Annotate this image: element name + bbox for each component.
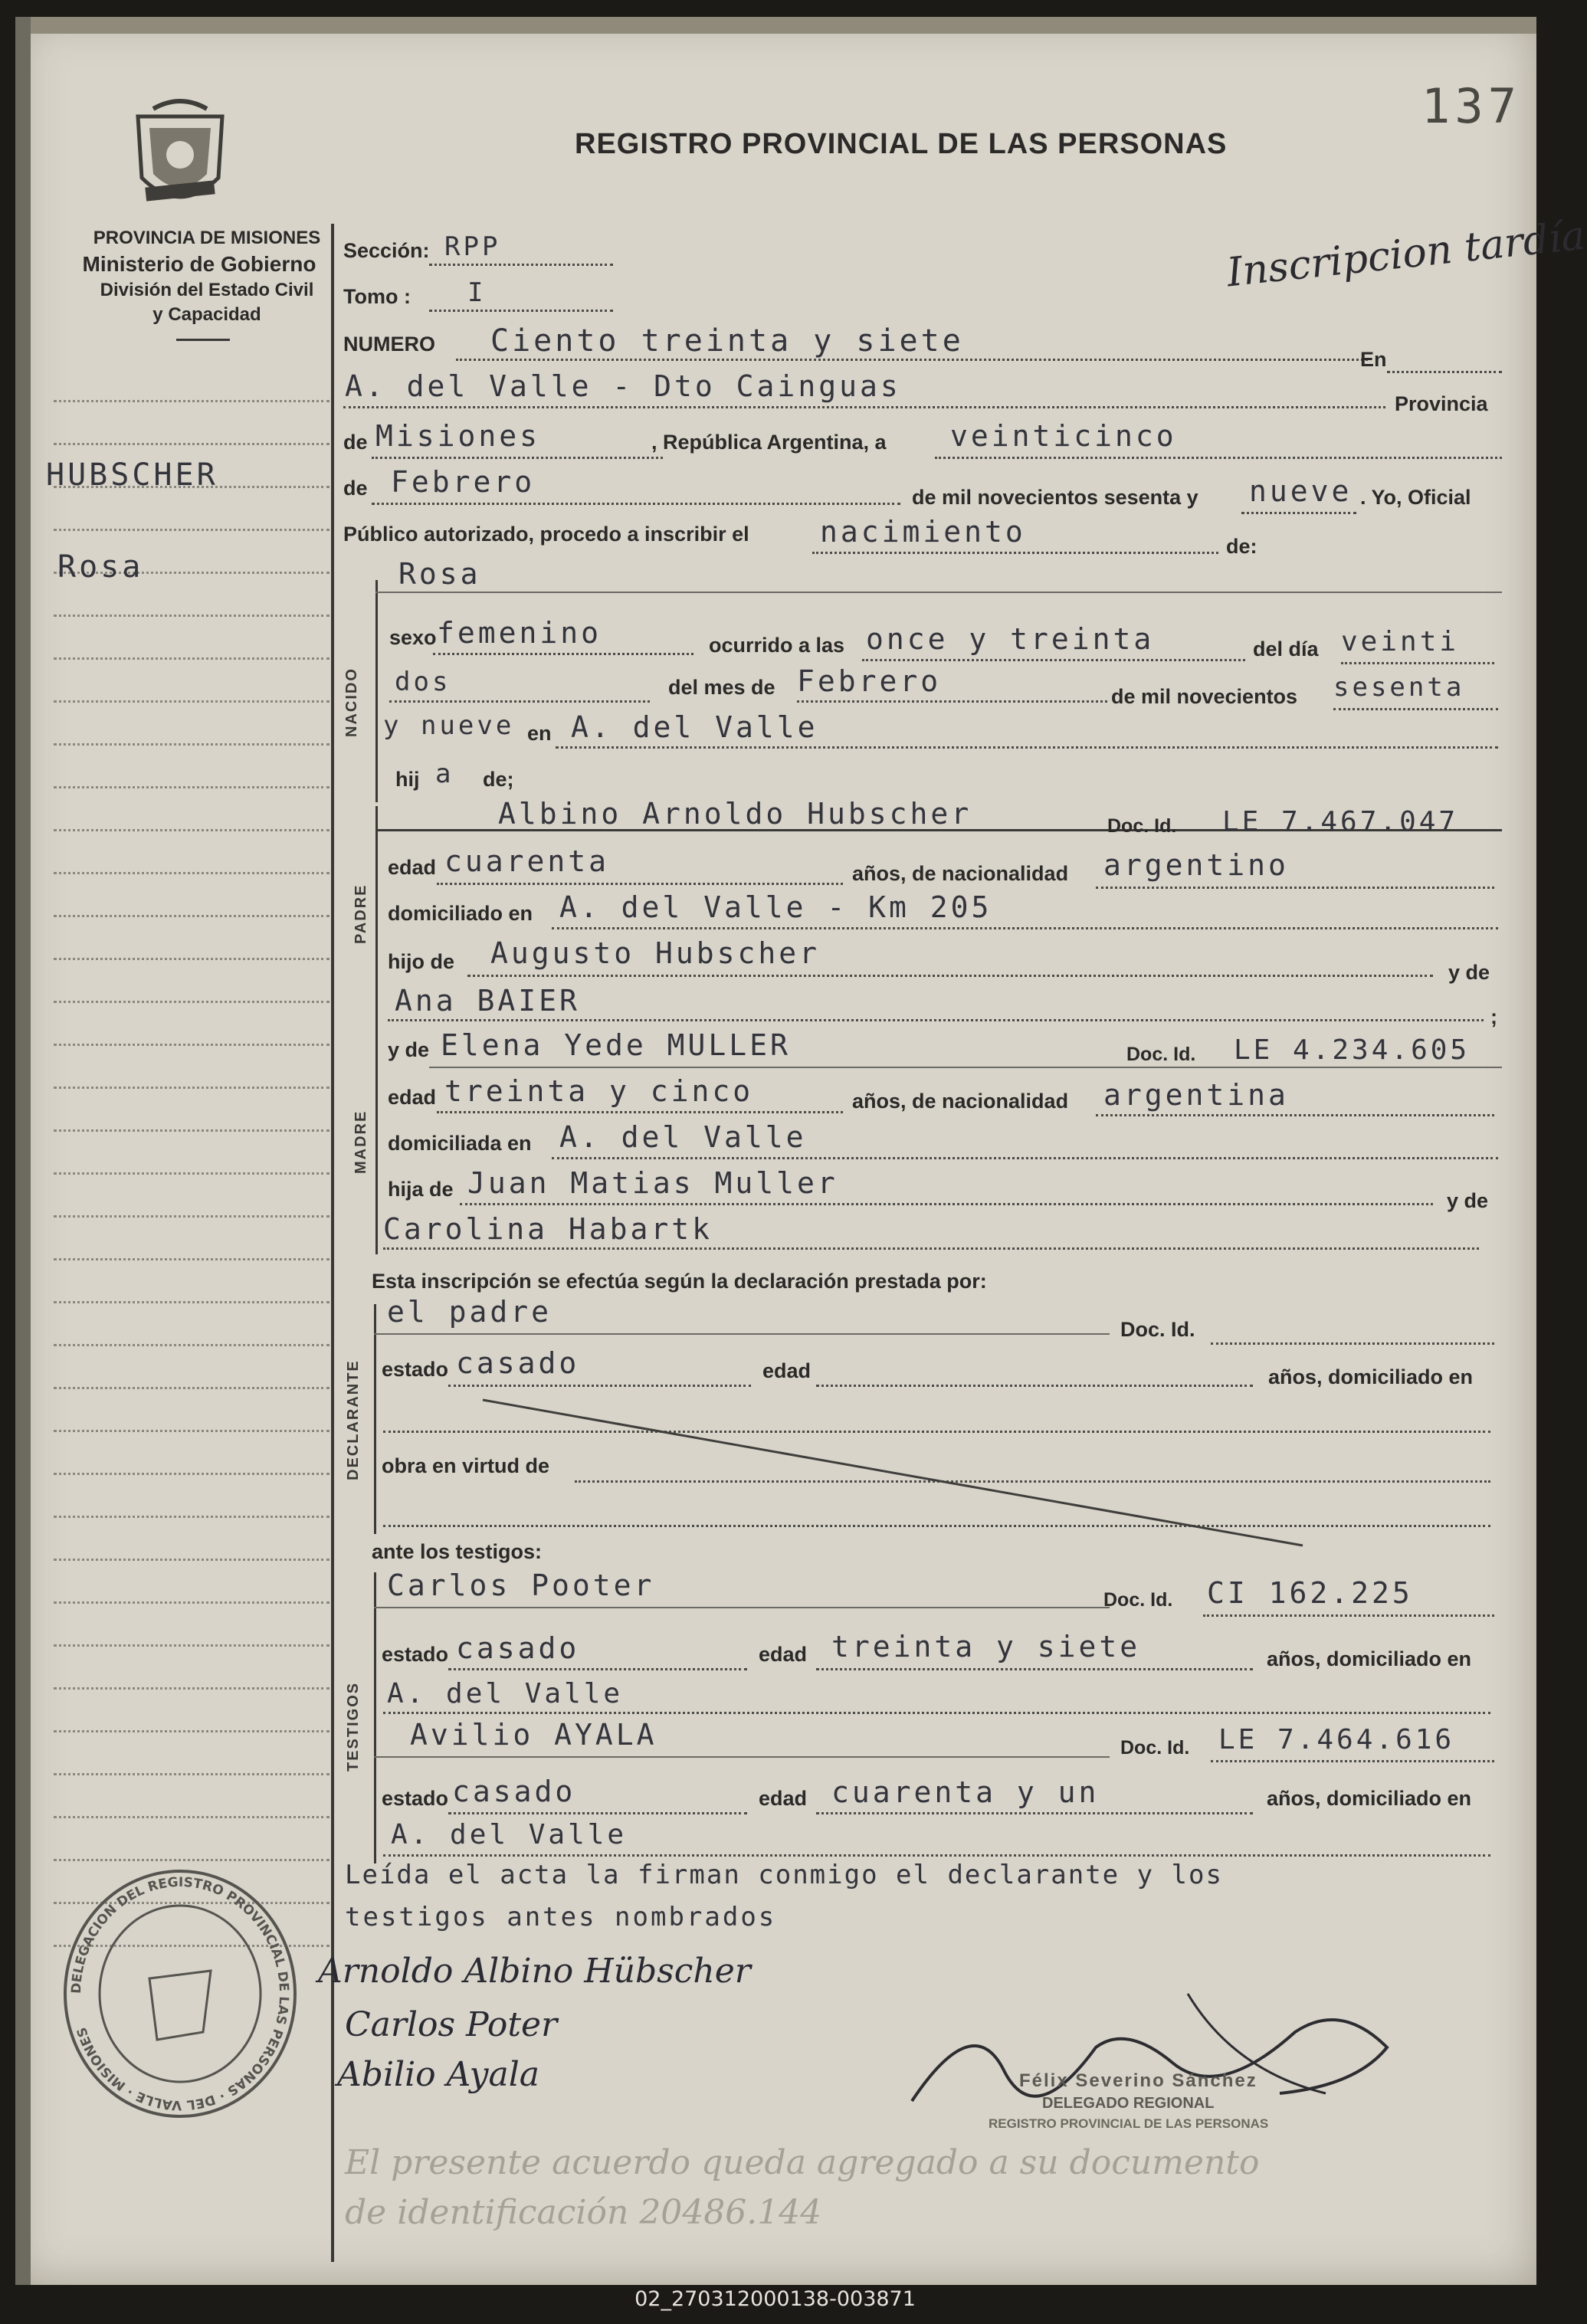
- footnote-line-1: El presente acuerdo queda agregado a su documento: [345, 2143, 1260, 2182]
- provincia-label: Provincia: [1395, 392, 1488, 415]
- book-binding: [15, 17, 31, 2285]
- madre-edad-label: edad: [388, 1086, 437, 1109]
- padre-nac-line: [1096, 887, 1494, 889]
- testigo2-dom-value: A. del Valle: [391, 1819, 628, 1850]
- dia-line: [1341, 662, 1494, 664]
- madre-father-value: Juan Matias Muller: [467, 1166, 838, 1200]
- margin-line: [54, 1430, 330, 1432]
- declarante-edad-label: edad: [762, 1359, 812, 1382]
- month-line: [372, 503, 900, 505]
- official-org: REGISTRO PROVINCIAL DE LAS PERSONAS: [989, 2116, 1269, 2131]
- margin-line: [54, 443, 330, 445]
- day-value-2: dos: [395, 667, 451, 697]
- declarante-bracket: [374, 1304, 376, 1534]
- madre-edad-value: treinta y cinco: [444, 1074, 754, 1108]
- madre-bracket: [375, 1032, 378, 1254]
- margin-line: [54, 1859, 330, 1861]
- margin-line: [54, 529, 330, 531]
- nacido-name: Rosa: [398, 557, 481, 591]
- seccion-line: [429, 264, 613, 266]
- seccion-value: RPP: [444, 231, 501, 262]
- testigo2-edad-value: cuarenta y un: [831, 1775, 1100, 1809]
- year-label: de mil novecientos sesenta y: [912, 486, 1198, 509]
- hij-label: hij: [395, 768, 420, 791]
- margin-line: [54, 1516, 330, 1518]
- testigos-side-label: TESTIGOS: [345, 1681, 362, 1772]
- mes-value: Febrero: [797, 664, 942, 698]
- month-value: Febrero: [391, 465, 536, 499]
- sexo-label: sexo: [389, 626, 437, 649]
- cancel-stroke: [475, 1392, 1318, 1561]
- nacido-place-line: [556, 746, 1498, 749]
- testigo2-dom-line: [383, 1854, 1490, 1857]
- margin-line: [54, 1687, 330, 1690]
- padre-doc-value: LE 7.467.047: [1222, 806, 1459, 837]
- day-line: [935, 457, 1502, 459]
- mes-label: del mes de: [668, 676, 775, 699]
- declarante-label: DECLARANTE: [345, 1359, 362, 1480]
- padre-edad-line: [437, 883, 843, 885]
- padre-edad-value: cuarenta: [444, 844, 610, 878]
- testigos-label: ante los testigos:: [372, 1540, 543, 1563]
- testigo2-doc-value: LE 7.464.616: [1218, 1724, 1455, 1755]
- testigo2-doc-label: Doc. Id.: [1120, 1737, 1190, 1759]
- declarante-name: el padre: [387, 1295, 552, 1329]
- madre-nac-value: argentina: [1103, 1078, 1289, 1112]
- declarante-estado-value: casado: [456, 1346, 580, 1380]
- padre-yde-label: y de: [1448, 961, 1490, 984]
- margin-line: [54, 743, 330, 746]
- margin-line: [54, 1730, 330, 1732]
- day-value-1: veinti: [1341, 626, 1460, 657]
- padre-semicolon: ;: [1490, 1005, 1497, 1028]
- de-label: de: [343, 431, 368, 454]
- madre-label: MADRE: [352, 1110, 369, 1174]
- madre-mother-value: Carolina Habartk: [383, 1212, 713, 1246]
- margin-line: [54, 1773, 330, 1775]
- official-name: Félix Severino Sánchez: [1019, 2070, 1257, 2091]
- declarante-dom-label: años, domiciliado en: [1268, 1365, 1474, 1388]
- numero-label: NUMERO: [343, 333, 435, 356]
- padre-nac-value: argentino: [1103, 848, 1289, 882]
- madre-nac-line: [1096, 1114, 1494, 1116]
- footnote-line-2: de identificación 20486.144: [345, 2193, 822, 2232]
- margin-line: [54, 1172, 330, 1175]
- book-top-edge: [15, 17, 1536, 34]
- declarante-doc-line: [1211, 1342, 1494, 1345]
- padre-father-value: Augusto Hubscher: [490, 936, 821, 970]
- image-caption: 02_270312000138-003871: [634, 2287, 916, 2311]
- act-line: [812, 552, 1218, 554]
- hij-value: a: [435, 759, 454, 789]
- sexo-line: [433, 653, 693, 655]
- margin-line: [54, 1601, 330, 1604]
- place-value: A. del Valle - Dto Cainguas: [345, 369, 901, 403]
- declarante-edad-line: [816, 1385, 1253, 1387]
- margin-line: [54, 615, 330, 617]
- declarante-name-line: [374, 1333, 1110, 1335]
- publico-label: Público autorizado, procedo a inscribir el: [343, 523, 749, 546]
- margin-line: [54, 1087, 330, 1089]
- margin-line: [54, 1559, 330, 1561]
- testigo1-estado-label: estado: [382, 1643, 449, 1666]
- declarante-estado-line: [448, 1385, 751, 1387]
- testigos-bracket: [374, 1572, 376, 1863]
- nacido-bracket: [375, 580, 378, 802]
- mil-label: de mil novecientos: [1111, 685, 1298, 708]
- testigo1-estado-line: [448, 1668, 747, 1670]
- stamp-annotation: Inscripcion tardía: [1225, 212, 1587, 297]
- padre-name: Albino Arnoldo Hubscher: [498, 797, 972, 831]
- testigo2-name: Avilio AYALA: [410, 1718, 657, 1752]
- republica-label: , República Argentina, a: [651, 431, 887, 454]
- en-label: En: [1360, 348, 1387, 371]
- margin-line: [54, 1001, 330, 1003]
- madre-dom-label: domiciliada en: [388, 1132, 532, 1155]
- padre-father-line: [467, 975, 1433, 977]
- padre-dom-label: domiciliado en: [388, 902, 533, 925]
- act-value: nacimiento: [820, 515, 1026, 549]
- svg-text:DELEGACION DEL REGISTRO PROVIN: [69, 1875, 291, 2113]
- de2-label: de: [343, 477, 368, 500]
- testigo2-estado-label: estado: [382, 1787, 449, 1810]
- margin-line: [54, 1387, 330, 1389]
- padre-doc-label: Doc. Id.: [1107, 815, 1177, 837]
- testigo1-doc-line: [1203, 1614, 1494, 1617]
- closing-line-2: testigos antes nombrados: [345, 1902, 777, 1932]
- declaracion-label: Esta inscripción se efectúa según la declaración prestada por:: [372, 1270, 987, 1293]
- closing-line-1: Leída el acta la firman conmigo el declarante y los: [345, 1860, 1223, 1890]
- oficial-label: . Yo, Oficial: [1360, 486, 1471, 509]
- declarante-obra-label: obra en virtud de: [382, 1454, 550, 1477]
- testigo1-estado-value: casado: [456, 1631, 580, 1665]
- sexo-value: femenino: [437, 616, 602, 650]
- year-value-2: y nueve: [383, 710, 515, 741]
- margin-line: [54, 1215, 330, 1218]
- margin-line: [54, 400, 330, 402]
- testigo1-dom-line: [383, 1712, 1490, 1714]
- margin-given-name: Rosa: [57, 549, 144, 585]
- padre-dom-value: A. del Valle - Km 205: [559, 890, 992, 924]
- testigo2-edad-label: edad: [759, 1787, 808, 1810]
- margin-line: [54, 1044, 330, 1046]
- madre-hija-label: hija de: [388, 1178, 454, 1201]
- tomo-value: I: [467, 277, 487, 308]
- day-value: veinticinco: [950, 419, 1177, 453]
- testigo1-edad-value: treinta y siete: [831, 1630, 1141, 1664]
- padre-dom-line: [552, 927, 1498, 929]
- hour-value: once y treinta: [866, 622, 1155, 656]
- testigo1-name: Carlos Pooter: [387, 1568, 655, 1602]
- padre-edad-label: edad: [388, 856, 437, 879]
- margin-line: [54, 1644, 330, 1647]
- mes-line: [797, 700, 1107, 703]
- page-number: 137: [1421, 78, 1521, 134]
- madre-name-line: [429, 1067, 1502, 1068]
- signature-witness-1: Carlos Poter: [345, 2005, 558, 2044]
- official-title: DELEGADO REGIONAL: [1042, 2095, 1215, 2112]
- signature-witness-2: Abilio Ayala: [337, 2055, 540, 2094]
- seccion-label: Sección:: [343, 239, 430, 262]
- testigo1-dom-label: años, domiciliado en: [1267, 1647, 1472, 1670]
- madre-dom-value: A. del Valle: [559, 1120, 807, 1154]
- testigo2-estado-value: casado: [452, 1775, 576, 1808]
- division-label: División del Estado Civil: [100, 280, 314, 300]
- madre-doc-value: LE 4.234.605: [1234, 1034, 1471, 1066]
- testigo2-dom-label: años, domiciliado en: [1267, 1787, 1472, 1810]
- madre-nac-label: años, de nacionalidad: [852, 1090, 1069, 1113]
- madre-yde-label: y de: [388, 1038, 430, 1061]
- madre-edad-line: [437, 1111, 843, 1113]
- madre-name: Elena Yede MULLER: [441, 1028, 791, 1062]
- en-place-label: en: [527, 722, 552, 745]
- testigo2-edad-line: [816, 1812, 1253, 1814]
- margin-line: [54, 1129, 330, 1132]
- padre-bracket: [375, 806, 378, 1036]
- document-page: [15, 17, 1587, 2285]
- numero-line: [456, 359, 1368, 361]
- day2-line: [389, 700, 650, 703]
- province-line: [372, 457, 663, 459]
- year1-line: [1333, 708, 1498, 710]
- testigo1-name-line: [374, 1607, 1110, 1608]
- testigo1-dom-value: A. del Valle: [387, 1678, 624, 1709]
- nacido-name-line: [375, 592, 1502, 593]
- margin-line: [54, 1473, 330, 1475]
- margin-line: [54, 657, 330, 660]
- year-line: [1241, 512, 1356, 514]
- declarante-doc-label: Doc. Id.: [1120, 1318, 1195, 1341]
- margin-line: [54, 829, 330, 831]
- declarante-estado-label: estado: [382, 1358, 449, 1381]
- madre-dom-line: [552, 1157, 1498, 1159]
- ocurrido-label: ocurrido a las: [709, 634, 845, 657]
- registry-title: REGISTRO PROVINCIAL DE LAS PERSONAS: [575, 128, 1228, 160]
- header-divider: [176, 339, 230, 341]
- margin-line: [54, 1816, 330, 1818]
- testigo1-doc-label: Doc. Id.: [1103, 1589, 1173, 1611]
- hij-de-label: de;: [483, 768, 514, 791]
- testigo1-edad-label: edad: [759, 1643, 808, 1666]
- testigo2-estado-line: [448, 1812, 747, 1814]
- margin-line: [54, 915, 330, 917]
- margin-line: [54, 700, 330, 703]
- madre-doc-label: Doc. Id.: [1126, 1044, 1196, 1065]
- province-label: PROVINCIA DE MISIONES: [93, 228, 321, 248]
- de3-label: de:: [1226, 535, 1257, 558]
- tomo-line: [429, 310, 613, 312]
- madre-yde2-label: y de: [1447, 1189, 1489, 1212]
- hour-line: [862, 659, 1245, 661]
- nacido-place-value: A. del Valle: [571, 710, 818, 744]
- margin-line: [54, 1258, 330, 1260]
- margin-line: [54, 872, 330, 874]
- nacido-label: NACIDO: [343, 667, 360, 737]
- province-value: Misiones: [375, 419, 541, 453]
- testigo1-edad-line: [816, 1668, 1253, 1670]
- dia-label: del día: [1253, 638, 1319, 660]
- tomo-label: Tomo :: [343, 285, 411, 308]
- en-line: [1387, 371, 1502, 373]
- margin-line: [54, 786, 330, 788]
- padre-mother-line: [388, 1019, 1484, 1021]
- year-value-1: sesenta: [1333, 672, 1465, 703]
- padre-nac-label: años, de nacionalidad: [852, 862, 1069, 885]
- numero-value: Ciento treinta y siete: [490, 323, 964, 359]
- margin-surname: HUBSCHER: [46, 457, 218, 493]
- padre-mother-value: Ana BAIER: [395, 984, 580, 1018]
- place-line: [343, 406, 1385, 408]
- padre-hijo-label: hijo de: [388, 950, 454, 973]
- signature-father: Arnoldo Albino Hübscher: [318, 1952, 751, 1991]
- margin-line: [54, 1301, 330, 1303]
- registry-seal-icon: [57, 1863, 303, 2124]
- testigo1-doc-value: CI 162.225: [1207, 1576, 1413, 1610]
- seal-text: DELEGACION DEL REGISTRO PROVINCIAL DE LAS PERSONAS · DEL VALLE · MISIONES: [68, 1874, 292, 2113]
- province-emblem-icon: [123, 93, 238, 224]
- madre-father-line: [460, 1203, 1433, 1205]
- year-value: nueve: [1249, 474, 1353, 508]
- testigo2-name-line: [374, 1756, 1110, 1758]
- testigo2-doc-line: [1211, 1760, 1494, 1762]
- madre-mother-line: [383, 1247, 1479, 1250]
- margin-line: [54, 958, 330, 960]
- capacity-label: y Capacidad: [152, 304, 261, 325]
- ministry-label: Ministerio de Gobierno: [82, 252, 316, 276]
- padre-label: PADRE: [352, 883, 369, 944]
- margin-line: [54, 1344, 330, 1346]
